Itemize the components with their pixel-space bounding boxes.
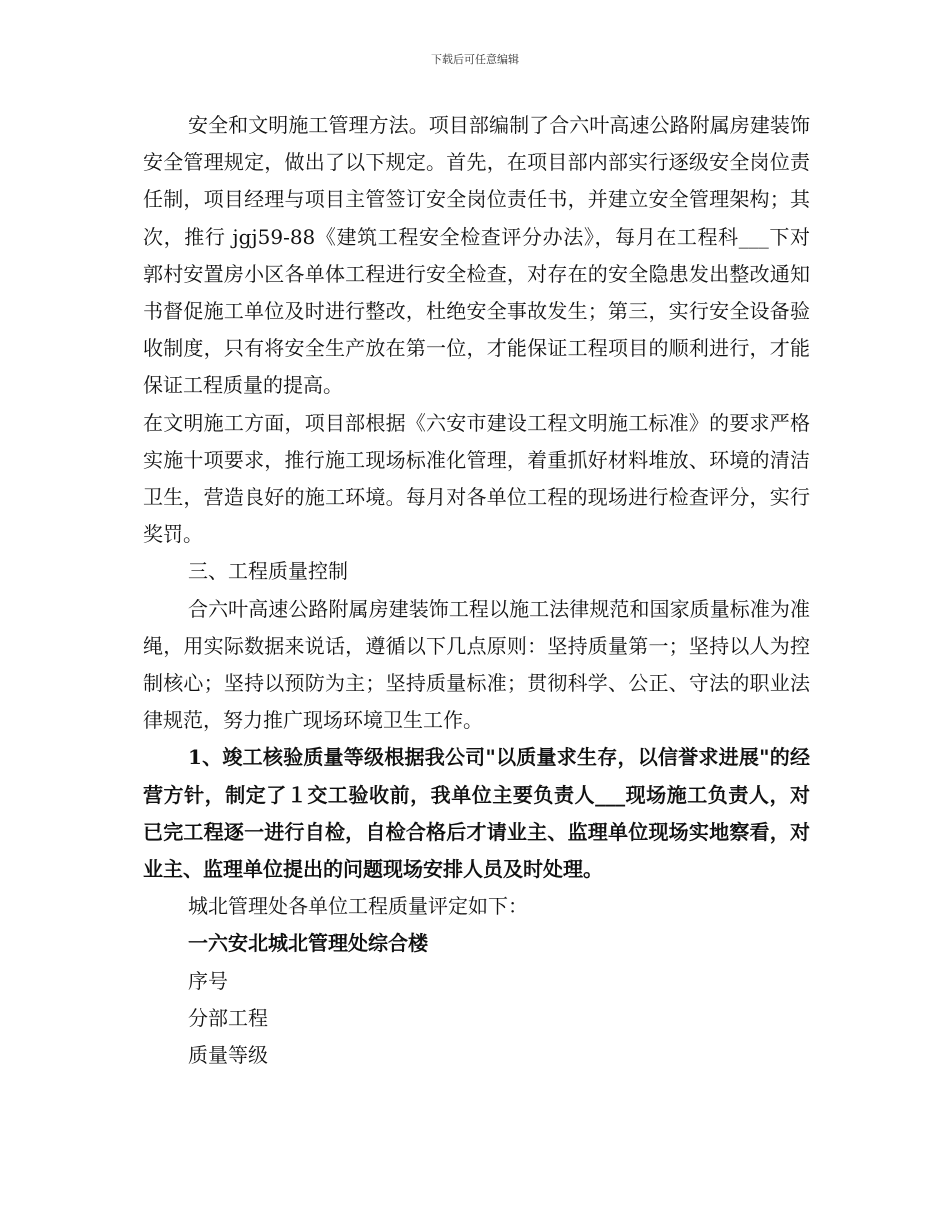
paragraph-quality-evaluation-intro: 城北管理处各单位工程质量评定如下： bbox=[188, 894, 528, 919]
page-header: 下载后可任意编辑 bbox=[431, 53, 519, 66]
subheading-office-building: 一六安北城北管理处综合楼 bbox=[188, 931, 428, 956]
table-header-sub-project: 分部工程 bbox=[188, 1005, 268, 1030]
table-header-quality-grade: 质量等级 bbox=[188, 1043, 268, 1068]
paragraph-completion-inspection: 1、竣工核验质量等级根据我公司"以质量求生存，以信誉求进展"的经营方针，制定了１交工验收前，我单位主要负责人___现场施工负责人，对已完工程逐一进行自检，自检合格后才请业主、监理单位现场实地察看，对业主、监理单位提出的问题现场安排人员及时处理。 bbox=[143, 745, 810, 882]
paragraph-civilized-construction: 在文明施工方面，项目部根据《六安市建设工程文明施工标准》的要求严格实施十项要求，推行施工现场标准化管理，着重抓好材料堆放、环境的清洁卫生，营造良好的施工环境。每月对各单位工程的现场进行检查评分，实行奖罚。 bbox=[143, 410, 810, 547]
paragraph-quality-principles: 合六叶高速公路附属房建装饰工程以施工法律规范和国家质量标准为准绳，用实际数据来说话，遵循以下几点原则：坚持质量第一；坚持以人为控制核心；坚持以预防为主；坚持质量标准；贯彻科学、公正、守法的职业法律规范，努力推广现场环境卫生工作。 bbox=[143, 596, 810, 733]
section-heading-quality-control: 三、工程质量控制 bbox=[188, 559, 348, 584]
table-header-serial-number: 序号 bbox=[188, 968, 228, 993]
document-body bbox=[143, 107, 810, 1074]
paragraph-safety-management: 安全和文明施工管理方法。项目部编制了合六叶高速公路附属房建装饰安全管理规定，做出了以下规定。首先，在项目部内部实行逐级安全岗位责任制，项目经理与项目主管签订安全岗位责任书，并建立安全管理架构；其次，推行 jgj59-88《建筑工程安全检查评分办法》，每月在工程科___下对郭村安置房小区各单体工程进行安全检查，对存在的安全隐患发出整改通知书督促施工单位及时进行整改，杜绝安全事故发生；第三，实行安全设备验收制度，只有将安全生产放在第一位，才能保证工程项目的顺利进行，才能保证工程质量的提高。 bbox=[143, 113, 810, 398]
